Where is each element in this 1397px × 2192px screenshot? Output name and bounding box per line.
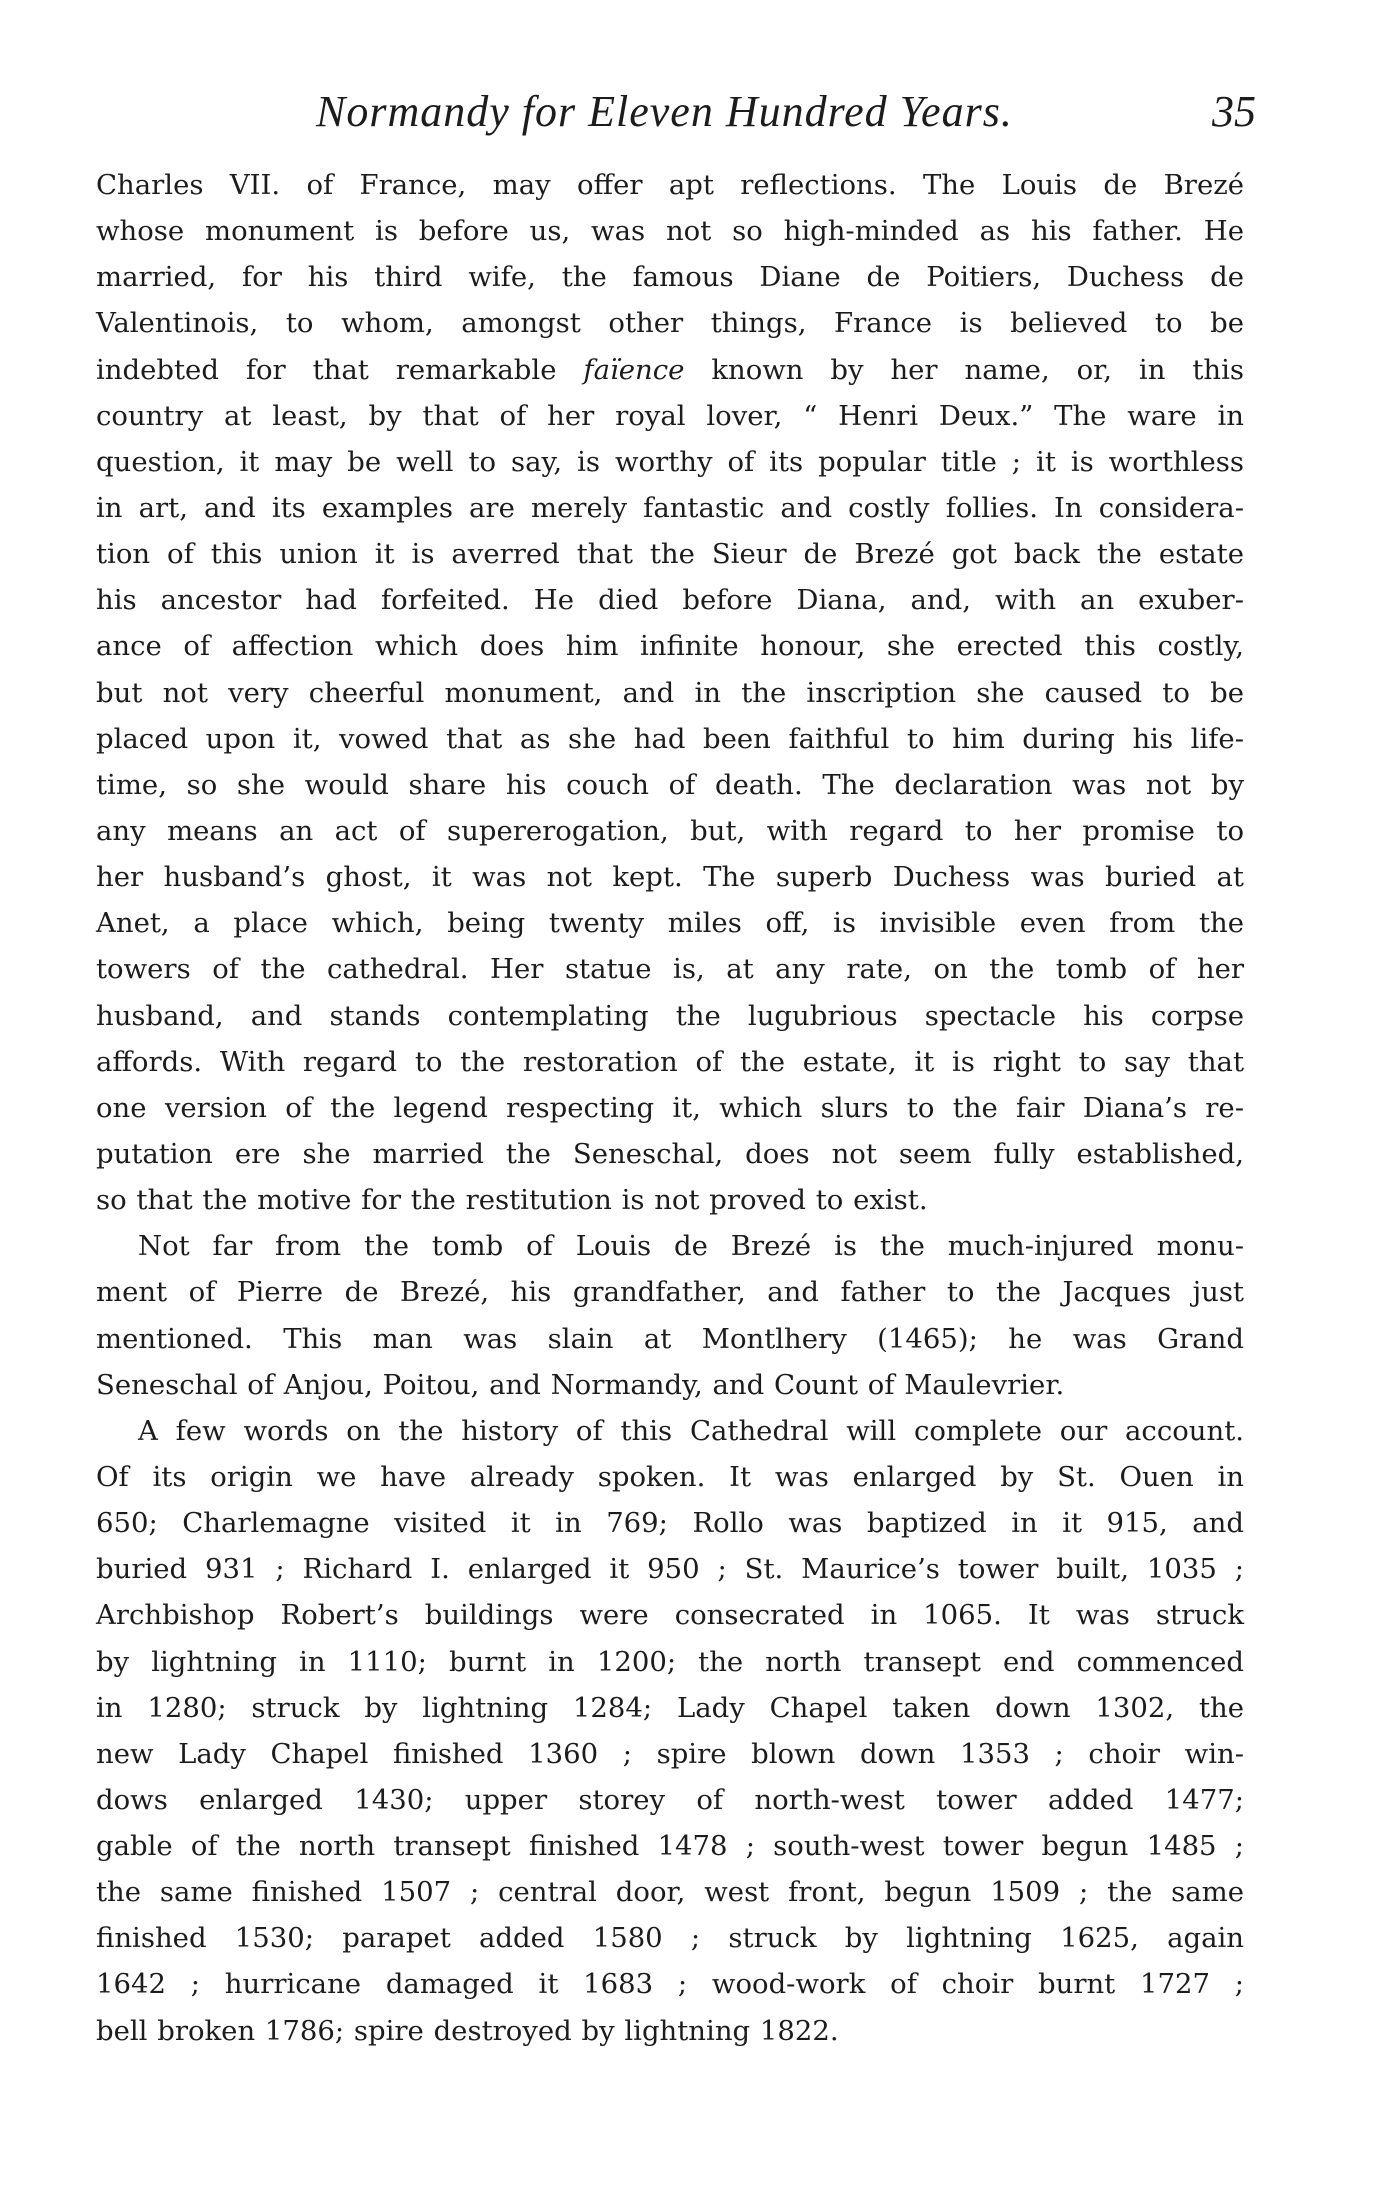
text-line: ment of Pierre de Brezé, his grandfather, and father to the Jacques just xyxy=(96,1276,1244,1309)
text-line: any means an act of supererogation, but, with regard to her promise to xyxy=(96,814,1244,847)
text-line: finished 1530; parapet added 1580 ; struck by lightning 1625, again xyxy=(96,1922,1244,1955)
paragraph-end-line: so that the motive for the restitution is not proved to exist. xyxy=(96,1184,928,1217)
text-line: time, so she would share his couch of death. The declaration was not by xyxy=(96,768,1244,801)
paragraph-end-line: bell broken 1786; spire destroyed by lightning 1822. xyxy=(96,2014,839,2047)
paragraph-first-line: Not far from the tomb of Louis de Brezé is the much-injured monu- xyxy=(138,1230,1244,1263)
text-line: her husband’s ghost, it was not kept. The superb Duchess was buried at xyxy=(96,861,1244,894)
paragraph-end-line: Seneschal of Anjou, Poitou, and Normandy, and Count of Maulevrier. xyxy=(96,1368,1065,1401)
text-line: ance of affection which does him infinite honour, she erected this costly, xyxy=(96,630,1244,663)
text-line: by lightning in 1110; burnt in 1200; the north transept end commenced xyxy=(96,1645,1244,1678)
text-line: mentioned. This man was slain at Montlhery (1465); he was Grand xyxy=(96,1322,1244,1355)
text-line: the same finished 1507 ; central door, west front, begun 1509 ; the same xyxy=(96,1876,1244,1909)
text-line: gable of the north transept finished 1478 ; south-west tower begun 1485 ; xyxy=(96,1830,1244,1863)
text-line: whose monument is before us, was not so high-minded as his father. He xyxy=(96,215,1244,248)
text-line: tion of this union it is averred that the Sieur de Brezé got back the estate xyxy=(96,538,1244,571)
text-line: 1642 ; hurricane damaged it 1683 ; wood-work of choir burnt 1727 ; xyxy=(96,1968,1244,2001)
text-line: Archbishop Robert’s buildings were consecrated in 1065. It was struck xyxy=(96,1599,1244,1632)
text-line: 650; Charlemagne visited it in 769; Rollo was baptized in it 915, and xyxy=(96,1507,1244,1540)
paragraph-first-line: A few words on the history of this Cathedral will complete our account. xyxy=(138,1414,1244,1447)
text-line: indebted for that remarkable faïence known by her name, or, in this xyxy=(96,353,1244,386)
text-line: one version of the legend respecting it, which slurs to the fair Diana’s re- xyxy=(96,1091,1244,1124)
text-line: his ancestor had forfeited. He died before Diana, and, with an exuber- xyxy=(96,584,1244,617)
text-line: buried 931 ; Richard I. enlarged it 950 ; St. Maurice’s tower built, 1035 ; xyxy=(96,1553,1244,1586)
text-line: but not very cheerful monument, and in the inscription she caused to be xyxy=(96,676,1244,709)
text-line: married, for his third wife, the famous Diane de Poitiers, Duchess de xyxy=(96,261,1244,294)
running-head xyxy=(96,84,1256,144)
text-line: in 1280; struck by lightning 1284; Lady Chapel taken down 1302, the xyxy=(96,1691,1244,1724)
text-line: question, it may be well to say, is worthy of its popular title ; it is worthless xyxy=(96,445,1244,478)
text-line: in art, and its examples are merely fantastic and costly follies. In considera- xyxy=(96,491,1244,524)
text-line: towers of the cathedral. Her statue is, at any rate, on the tomb of her xyxy=(96,953,1244,986)
text-line: affords. With regard to the restoration of the estate, it is right to say that xyxy=(96,1045,1244,1078)
text-line: country at least, by that of her royal lover, “ Henri Deux.” The ware in xyxy=(96,399,1244,432)
text-line: Charles VII. of France, may offer apt reflections. The Louis de Brezé xyxy=(96,169,1244,201)
text-line: Valentinois, to whom, amongst other things, France is believed to be xyxy=(96,307,1244,340)
running-title: Normandy for Eleven Hundred Years. xyxy=(316,87,1013,136)
text-line: Of its origin we have already spoken. It was enlarged by St. Ouen in xyxy=(96,1460,1244,1493)
text-line: putation ere she married the Seneschal, does not seem fully established, xyxy=(96,1137,1244,1170)
text-line: husband, and stands contemplating the lugubrious spectacle his corpse xyxy=(96,999,1244,1032)
text-line: dows enlarged 1430; upper storey of north-west tower added 1477; xyxy=(96,1783,1244,1816)
page-number: 35 xyxy=(1212,87,1256,136)
text-line: new Lady Chapel finished 1360 ; spire blown down 1353 ; choir win- xyxy=(96,1737,1244,1770)
text-line: Anet, a place which, being twenty miles off, is invisible even from the xyxy=(96,907,1244,940)
body-text xyxy=(96,162,1244,2054)
text-line: placed upon it, vowed that as she had been faithful to him during his life- xyxy=(96,722,1244,755)
